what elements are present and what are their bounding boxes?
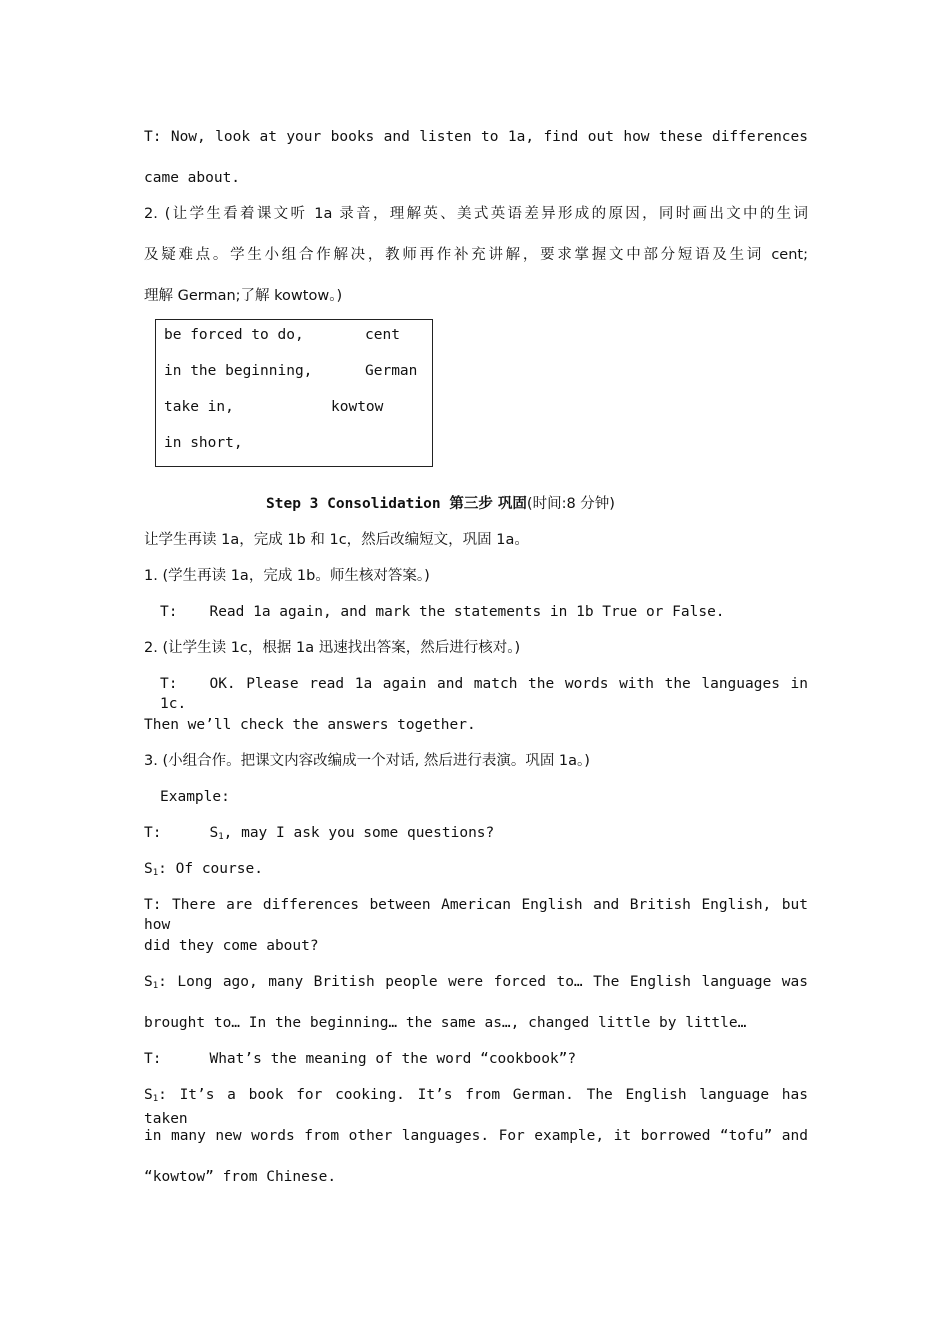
step-time: (时间:8 分钟)	[526, 496, 615, 512]
dialogue-line-continued: brought to… In the beginning… the same as…, changed little by little…	[144, 1015, 747, 1031]
vocab-phrase: take in,	[164, 399, 234, 415]
speaker-label: $S_1$:	[144, 861, 167, 878]
paragraph-line: T: Now, look at your books and listen to 1a, find out how these differences	[144, 129, 808, 145]
dialogue-line-continued: did they come about?	[144, 938, 319, 954]
teacher-line	[160, 674, 808, 714]
vocab-word: cent	[365, 327, 400, 343]
speaker-label: T:	[160, 676, 178, 692]
vocab-phrase: in short,	[164, 435, 243, 451]
dialogue-text: There are differences between American English and British English, but how	[144, 897, 808, 933]
dialogue-line	[144, 1049, 576, 1069]
speaker-label: $S_1$:	[144, 974, 167, 991]
vocab-phrase: in the beginning,	[164, 363, 313, 379]
intro-text: 让学生再读 1a，完成 1b 和 1c，然后改编短文，巩固 1a。	[144, 532, 529, 548]
dialogue-text: It’s a book for cooking. It’s from German. The English language has taken	[144, 1087, 808, 1127]
teacher-line-continued: Then we’ll check the answers together.	[144, 717, 476, 733]
dialogue-text: may I ask you some questions?	[241, 825, 495, 841]
speaker-label: T:	[160, 604, 178, 620]
step-title-cn: 第三步 巩固	[449, 496, 527, 512]
paragraph-line: 2. (让学生看着课文听 1a 录音，理解英、美式英语差异形成的原因，同时画出文中的生词	[144, 206, 808, 222]
dialogue-line	[144, 972, 808, 996]
vocab-phrase: be forced to do,	[164, 327, 304, 343]
teacher-line	[160, 602, 725, 622]
dialogue-line	[144, 823, 494, 847]
vocabulary-box	[155, 319, 433, 467]
dialogue-text: What’s the meaning of the word “cookbook”?	[209, 1051, 577, 1067]
dialogue-line	[144, 859, 263, 883]
item-text: 3. (小组合作。把课文内容改编成一个对话, 然后进行表演。巩固 1a。)	[144, 753, 590, 769]
vocab-word: kowtow	[331, 399, 384, 415]
step-title: Step 3 Consolidation	[266, 496, 441, 512]
dialogue-line	[144, 895, 808, 935]
dialogue-line-continued: “kowtow” from Chinese.	[144, 1169, 337, 1185]
dialogue-text: Long ago, many British people were forced to… The English language was	[177, 974, 808, 990]
speaker-label: T:	[144, 1051, 162, 1067]
item-text: 2. (让学生读 1c，根据 1a 迅速找出答案，然后进行核对。)	[144, 640, 521, 656]
dialogue-line	[144, 1085, 808, 1129]
paragraph-line: came about.	[144, 170, 241, 186]
speaker-label: T:	[144, 897, 162, 913]
section-heading	[266, 494, 615, 514]
item-text: 1. (学生再读 1a，完成 1b。师生核对答案。)	[144, 568, 430, 584]
speaker-label: T:	[144, 825, 162, 841]
paragraph-line: 及疑难点。学生小组合作解决，教师再作补充讲解，要求掌握文中部分短语及生词 cent;	[144, 247, 808, 263]
dialogue-line-continued: in many new words from other languages. For example, it borrowed “tofu” and	[144, 1128, 808, 1144]
example-label: Example:	[160, 789, 230, 805]
speaker-label: $S_1$:	[144, 1087, 167, 1104]
teacher-text: OK. Please read 1a again and match the words with the languages in 1c.	[160, 676, 808, 712]
addressee: $S_1$,	[209, 825, 233, 842]
dialogue-text: Of course.	[175, 861, 263, 877]
paragraph-line: 理解 German;了解 kowtow。)	[144, 288, 343, 304]
vocab-word: German	[365, 363, 418, 379]
teacher-text: Read 1a again, and mark the statements in 1b True or False.	[209, 604, 725, 620]
